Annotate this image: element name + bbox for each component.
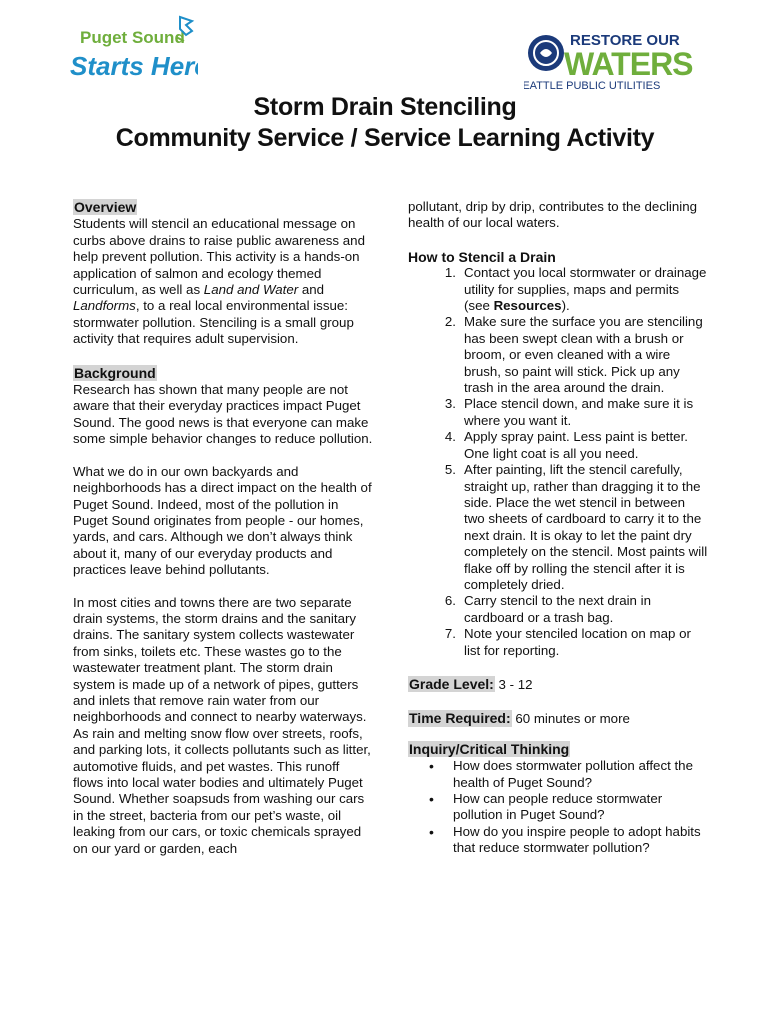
step-number: 1. bbox=[444, 265, 456, 281]
step-item: 1. Contact you local stormwater or drainage utility for supplies, maps and permits (see Resources). bbox=[408, 265, 708, 314]
bullet-icon: • bbox=[429, 823, 434, 840]
step-number: 5. bbox=[444, 462, 456, 478]
logo-right-line3: SEATTLE PUBLIC UTILITIES bbox=[524, 80, 661, 92]
step-number: 4. bbox=[444, 429, 456, 445]
time-required: Time Required: 60 minutes or more bbox=[409, 710, 630, 727]
step-item: 4. Apply spray paint. Less paint is better. One light coat is all you need. bbox=[408, 429, 708, 462]
background-paragraph-3: In most cities and towns there are two separate drain systems, the storm drains and the sanitary drains. The sanitary system collects wastewater from sinks, toilets etc. These wastes go to the wastewater treatment plant. The storm drain system is made up of a network of pipes, gutters and inlets that remove rain water from our neighborhoods and connect to nearby waterways. As rain and melting snow flow over streets, roofs, and parking lots, it collects pollutants such as litter, automotive fluids, and pet wastes. This runoff flows into local water bodies and ultimately Puget Sound. Whether soapsuds from washing our cars in the street, bacteria from our pet’s waste, oil leaking from our cars, or toxic chemicals sprayed on our yard or garden, each bbox=[73, 594, 371, 856]
logo-line1: Puget Sound bbox=[80, 28, 185, 47]
step-item: 5. After painting, lift the stencil carefully, straight up, rather than dragging it to the side. Place the wet stencil in between two sheets of cardboard to carry it to the next drain. It is okay to let the paint dry completely on the stencil. Most paints will flake off by rolling the stencil after it is completely dried. bbox=[408, 462, 708, 593]
overview-text: Students will stencil an educational message on curbs above drains to raise public awareness and help prevent pollution. This activity is a hands-on application of salmon and ecology themed curriculum, as well as Land and Water and Landforms, to a real local environmental issue: stormwater pollution. Stenciling is a small group activity that requires adult supervision. bbox=[73, 216, 365, 347]
background-heading: Background bbox=[74, 364, 156, 381]
background-paragraph-3-continued: pollutant, drip by drip, contributes to the declining health of our local waters. bbox=[408, 199, 698, 231]
title-line1: Storm Drain Stenciling bbox=[253, 93, 517, 121]
bullet-icon: • bbox=[429, 791, 434, 807]
step-item: 6. Carry stencil to the next drain in cardboard or a trash bag. bbox=[408, 593, 708, 626]
inquiry-item: • How does stormwater pollution affect the health of Puget Sound? bbox=[429, 758, 693, 790]
background-paragraph-2: What we do in our own backyards and neighborhoods has a direct impact on the health of Puget Sound. Indeed, most of the pollution in Puget Sound originates from people - our homes, yards, and cars. Although we don’t always think about it, many of our everyday products and practices leave behind pollutants. bbox=[73, 463, 372, 578]
grade-level: Grade Level: 3 - 12 bbox=[409, 675, 533, 692]
step-item: 2. Make sure the surface you are stenciling has been swept clean with a brush or broom, or even cleaned with a wire brush, so paint will stick. Pick up any trash in the area around the drain. bbox=[408, 314, 708, 396]
step-item: 7. Note your stenciled location on map or list for reporting. bbox=[408, 626, 708, 659]
background-paragraph-1: Research has shown that many people are not aware that their everyday practices impact Puget Sound. The good news is that everyone can make some simple behavior changes to reduce pollution. bbox=[73, 382, 373, 447]
document-title bbox=[0, 93, 770, 155]
step-number: 7. bbox=[444, 626, 456, 642]
title-line2: Community Service / Service Learning Activity bbox=[115, 124, 655, 152]
restore-our-waters-logo bbox=[524, 27, 696, 93]
logo-line2: Starts Here bbox=[70, 51, 198, 81]
inquiry-list bbox=[408, 758, 708, 856]
how-to-heading: How to Stencil a Drain bbox=[408, 248, 556, 265]
logo-right-line2: WATERS bbox=[564, 46, 693, 82]
overview-heading: Overview bbox=[74, 199, 137, 215]
step-number: 6. bbox=[444, 593, 456, 609]
step-number: 3. bbox=[444, 396, 456, 412]
puget-sound-starts-here-logo bbox=[68, 15, 198, 83]
step-item: 3. Place stencil down, and make sure it is where you want it. bbox=[408, 396, 708, 429]
logo-right-line1: RESTORE OUR bbox=[570, 32, 680, 49]
left-column bbox=[73, 199, 373, 857]
inquiry-item: • How can people reduce stormwater pollution in Puget Sound? bbox=[429, 791, 663, 823]
step-number: 2. bbox=[444, 314, 456, 330]
steps-list bbox=[408, 265, 708, 659]
inquiry-item: • How do you inspire people to adopt habits that reduce stormwater pollution? bbox=[429, 823, 701, 856]
right-column bbox=[408, 199, 708, 857]
inquiry-heading: Inquiry/Critical Thinking bbox=[409, 740, 570, 757]
bullet-icon: • bbox=[429, 758, 434, 775]
